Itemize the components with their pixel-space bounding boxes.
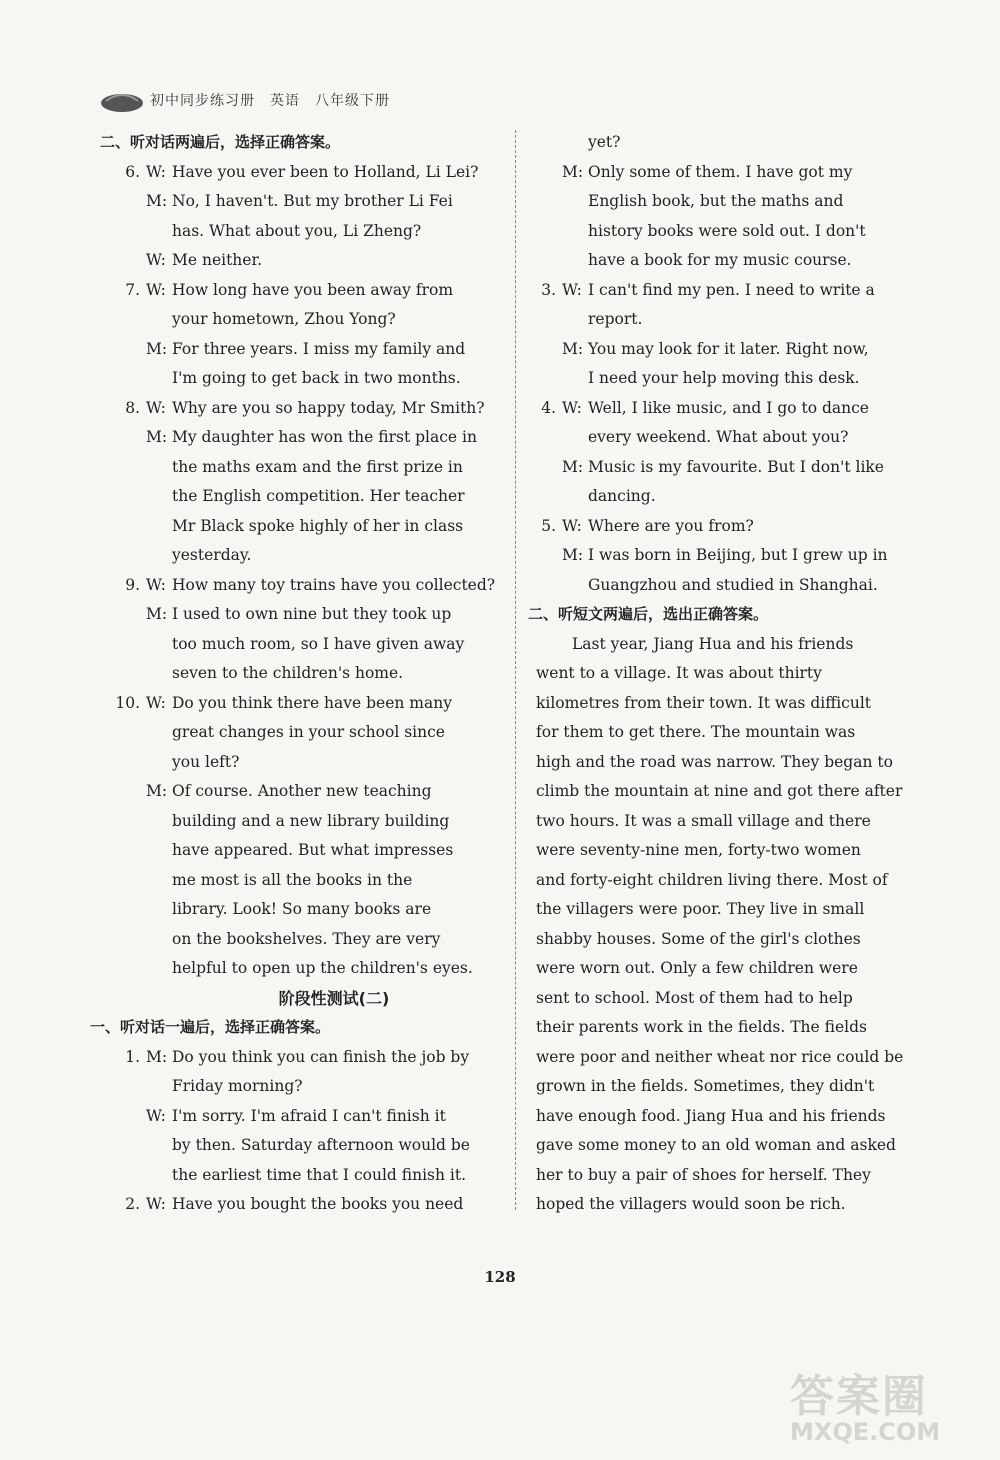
line-text: Have you bought the books you need <box>172 1195 464 1213</box>
dialogue-line <box>108 158 500 188</box>
line-text: I was born in Beijing, but I grew up in <box>588 546 888 564</box>
item-number: 8. <box>125 398 140 417</box>
dialogue-line <box>108 394 500 424</box>
dialogue-line <box>108 453 500 483</box>
dialogue-list-right <box>536 128 928 600</box>
dialogue-line <box>108 305 500 335</box>
speaker-label: W: <box>562 398 582 417</box>
speaker-label: W: <box>562 280 582 299</box>
line-text: the maths exam and the first prize in <box>172 457 463 476</box>
dialogue-line <box>108 1102 500 1132</box>
passage-line: have enough food. Jiang Hua and his friends <box>536 1106 886 1125</box>
passage-line: the villagers were poor. They live in small <box>536 900 865 918</box>
line-text: How many toy trains have you collected? <box>172 575 496 594</box>
page-header <box>100 80 390 120</box>
dialogue-line <box>536 246 928 276</box>
line-text: I need your help moving this desk. <box>588 369 860 387</box>
item-number: 9. <box>125 575 140 594</box>
speaker-label: W: <box>146 280 166 299</box>
line-text: library. Look! So many books are <box>172 900 432 918</box>
passage-line: sent to school. Most of them had to help <box>536 988 853 1007</box>
dialogue-line <box>108 748 500 778</box>
line-text: the earliest time that I could finish it. <box>172 1165 467 1184</box>
dialogue-list-2 <box>108 1043 500 1220</box>
passage-line: her to buy a pair of shoes for herself. They <box>536 1165 871 1184</box>
dialogue-line <box>108 630 500 660</box>
passage-line: their parents work in the fields. The fields <box>536 1018 867 1036</box>
line-text: English book, but the maths and <box>588 192 844 210</box>
dialogue-line <box>108 777 500 807</box>
passage-line: grown in the fields. Sometimes, they didn't <box>536 1077 875 1095</box>
line-text: the English competition. Her teacher <box>172 487 465 505</box>
dialogue-line <box>536 423 928 453</box>
line-text: Me neither. <box>172 251 263 269</box>
speaker-label: W: <box>146 575 166 594</box>
speaker-label: M: <box>146 339 168 358</box>
book-title: 初中同步练习册 英语 八年级下册 <box>150 93 390 109</box>
line-text: Have you ever been to Holland, Li Lei? <box>172 162 479 181</box>
line-text: Mr Black spoke highly of her in class <box>172 516 464 535</box>
line-text: I'm going to get back in two months. <box>172 369 461 387</box>
item-number: 5. <box>541 516 556 535</box>
dialogue-line <box>536 128 928 158</box>
speaker-label: M: <box>562 457 584 476</box>
line-text: your hometown, Zhou Yong? <box>172 310 396 328</box>
dialogue-line <box>108 954 500 984</box>
watermark-logo <box>790 1360 990 1455</box>
passage-line: high and the road was narrow. They began to <box>536 752 893 771</box>
line-text: Friday morning? <box>172 1077 303 1095</box>
speaker-label: W: <box>146 1106 166 1125</box>
line-text: Why are you so happy today, Mr Smith? <box>172 398 485 417</box>
line-text: yesterday. <box>172 546 252 564</box>
dialogue-line <box>108 276 500 306</box>
watermark-bottom: MXQE.COM <box>790 1418 941 1446</box>
dialogue-line <box>108 659 500 689</box>
dialogue-line <box>536 512 928 542</box>
item-number: 7. <box>125 280 140 299</box>
passage-line: kilometres from their town. It was difficult <box>536 693 872 712</box>
passage-line: climb the mountain at nine and got there after <box>536 782 903 800</box>
line-text: dancing. <box>588 487 656 505</box>
line-text: Well, I like music, and I go to dance <box>588 398 869 417</box>
speaker-label: W: <box>146 1195 166 1213</box>
speaker-label: M: <box>562 546 584 564</box>
dialogue-line <box>108 866 500 896</box>
line-text: you left? <box>172 752 240 771</box>
dialogue-line <box>536 394 928 424</box>
dialogue-line <box>108 423 500 453</box>
passage-line: shabby houses. Some of the girl's clothes <box>536 929 861 948</box>
passage-line: and forty-eight children living there. Most of <box>536 870 888 889</box>
section-title: 二、听对话两遍后，选择正确答案。 <box>100 133 341 151</box>
right-column <box>528 128 928 1220</box>
item-number: 10. <box>115 693 140 712</box>
test-title: 阶段性测试(二) <box>278 988 390 1008</box>
dialogue-line <box>108 512 500 542</box>
dialogue-line <box>536 217 928 247</box>
item-number: 1. <box>125 1047 140 1066</box>
line-text: by then. Saturday afternoon would be <box>172 1136 470 1154</box>
speaker-label: W: <box>146 693 166 712</box>
dialogue-line <box>108 217 500 247</box>
line-text: Guangzhou and studied in Shanghai. <box>588 575 878 594</box>
line-text: Music is my favourite. But I don't like <box>588 457 884 476</box>
speaker-label: M: <box>146 605 168 623</box>
line-text: How long have you been away from <box>172 280 454 299</box>
dialogue-line <box>536 335 928 365</box>
dialogue-line <box>108 246 500 276</box>
section-title-2: 一、听对话一遍后，选择正确答案。 <box>90 1018 331 1036</box>
speaker-label: W: <box>146 251 166 269</box>
passage <box>536 630 928 1220</box>
dialogue-line <box>108 541 500 571</box>
line-text: yet? <box>588 133 621 151</box>
dialogue-line <box>108 836 500 866</box>
passage-line: Last year, Jiang Hua and his friends <box>572 634 854 653</box>
line-text: every weekend. What about you? <box>588 428 849 446</box>
line-text: have a book for my music course. <box>588 251 852 269</box>
passage-line: gave some money to an old woman and asked <box>536 1136 896 1154</box>
dialogue-line <box>108 1190 500 1220</box>
line-text: I used to own nine but they took up <box>172 605 452 623</box>
dialogue-line <box>536 571 928 601</box>
line-text: Where are you from? <box>588 516 754 535</box>
line-text: history books were sold out. I don't <box>588 221 866 240</box>
item-number: 6. <box>125 162 140 181</box>
book-logo-icon <box>100 87 144 113</box>
dialogue-line <box>108 718 500 748</box>
line-text: me most is all the books in the <box>172 870 413 889</box>
passage-line: hoped the villagers would soon be rich. <box>536 1195 846 1213</box>
item-number: 4. <box>541 398 556 417</box>
line-text: Of course. Another new teaching <box>172 782 432 800</box>
line-text: report. <box>588 310 643 328</box>
speaker-label: M: <box>146 192 168 210</box>
left-column <box>90 128 500 1220</box>
dialogue-line <box>108 364 500 394</box>
line-text: helpful to open up the children's eyes. <box>172 959 473 977</box>
passage-line: for them to get there. The mountain was <box>536 723 856 741</box>
line-text: on the bookshelves. They are very <box>172 929 441 948</box>
line-text: seven to the children's home. <box>172 664 404 682</box>
speaker-label: M: <box>146 428 168 446</box>
line-text: You may look for it later. Right now, <box>588 339 869 358</box>
dialogue-line <box>108 187 500 217</box>
speaker-label: M: <box>562 339 584 358</box>
dialogue-line <box>108 689 500 719</box>
dialogue-line <box>536 305 928 335</box>
line-text: My daughter has won the first place in <box>172 428 477 446</box>
watermark-top: 答案圈 <box>790 1371 928 1422</box>
dialogue-line <box>108 1072 500 1102</box>
item-number: 2. <box>125 1195 140 1213</box>
line-text: For three years. I miss my family and <box>172 339 466 358</box>
line-text: I can't find my pen. I need to write a <box>588 280 875 299</box>
section-title-right: 二、听短文两遍后，选出正确答案。 <box>528 605 769 623</box>
line-text: Do you think there have been many <box>172 693 452 712</box>
dialogue-line <box>536 364 928 394</box>
speaker-label: W: <box>146 162 166 181</box>
dialogue-line <box>108 335 500 365</box>
dialogue-line <box>536 541 928 571</box>
line-text: Do you think you can finish the job by <box>172 1047 470 1066</box>
dialogue-line <box>536 482 928 512</box>
passage-line: were seventy-nine men, forty-two women <box>536 841 861 859</box>
speaker-label: W: <box>146 398 166 417</box>
passage-line: went to a village. It was about thirty <box>536 664 822 682</box>
dialogue-line <box>108 895 500 925</box>
column-divider <box>515 130 516 1210</box>
line-text: No, I haven't. But my brother Li Fei <box>172 192 453 210</box>
dialogue-list <box>108 158 500 984</box>
dialogue-line <box>536 187 928 217</box>
dialogue-line <box>536 158 928 188</box>
passage-line: were worn out. Only a few children were <box>536 959 858 977</box>
speaker-label: M: <box>146 1047 168 1066</box>
line-text: have appeared. But what impresses <box>172 841 454 859</box>
dialogue-line <box>536 276 928 306</box>
speaker-label: W: <box>562 516 582 535</box>
speaker-label: M: <box>562 162 584 181</box>
dialogue-line <box>108 807 500 837</box>
passage-line: two hours. It was a small village and there <box>536 811 871 830</box>
line-text: too much room, so I have given away <box>172 634 465 653</box>
page-number: 128 <box>484 1268 516 1286</box>
item-number: 3. <box>541 280 556 299</box>
dialogue-line <box>108 1161 500 1191</box>
line-text: I'm sorry. I'm afraid I can't finish it <box>172 1106 446 1125</box>
line-text: has. What about you, Li Zheng? <box>172 221 422 240</box>
passage-line: were poor and neither wheat nor rice could be <box>536 1047 904 1066</box>
line-text: Only some of them. I have got my <box>588 162 853 181</box>
dialogue-line <box>108 482 500 512</box>
dialogue-line <box>108 600 500 630</box>
line-text: great changes in your school since <box>172 723 445 741</box>
line-text: building and a new library building <box>172 811 450 830</box>
dialogue-line <box>536 453 928 483</box>
dialogue-line <box>108 1043 500 1073</box>
speaker-label: M: <box>146 782 168 800</box>
dialogue-line <box>108 925 500 955</box>
dialogue-line <box>108 571 500 601</box>
dialogue-line <box>108 1131 500 1161</box>
